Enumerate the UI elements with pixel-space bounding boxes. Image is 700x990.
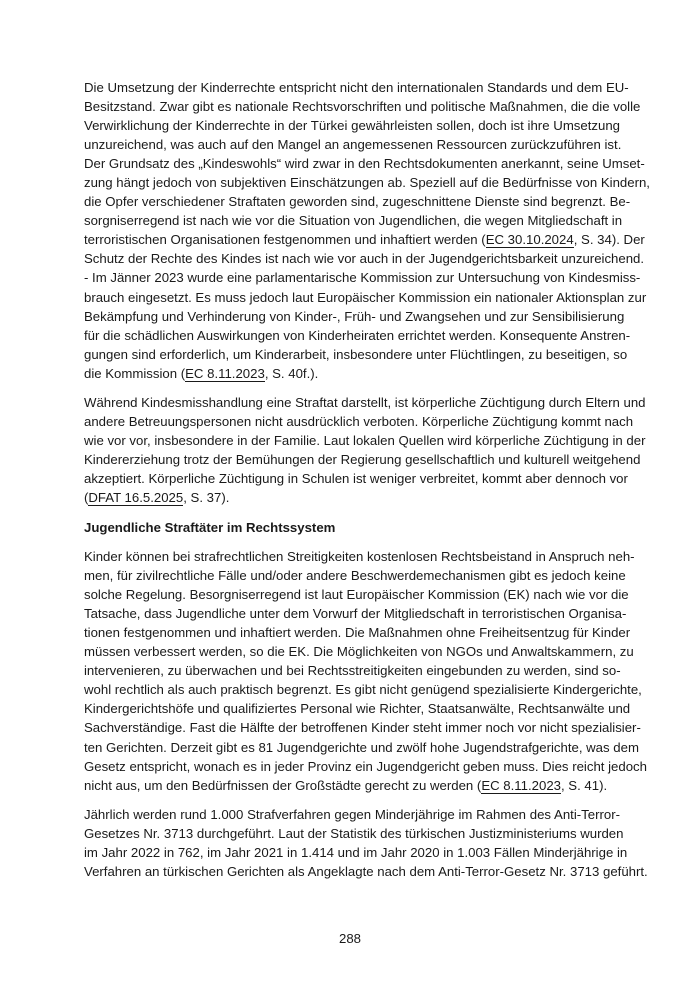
text-line: men, für zivilrechtliche Fälle und/oder andere Beschwerdemechanismen gibt es jedoch keine: [84, 568, 626, 584]
text-line: andere Betreuungspersonen nicht ausdrücklich verboten. Körperliche Züchtigung kommt nach: [84, 414, 634, 430]
text-line: Schutz der Rechte des Kindes ist nach wie vor auch in der Jugendgerichtsbarkeit unzureichend.: [84, 251, 645, 267]
document-page: [84, 78, 650, 892]
source-link-dfat-16-5-2025[interactable]: DFAT 16.5.2025: [88, 490, 184, 506]
text-line: Besitzstand. Zwar gibt es nationale Rechtsvorschriften und politische Maßnahmen, die die volle: [84, 99, 641, 115]
text-line: Die Umsetzung der Kinderrechte entspricht nicht den internationalen Standards und dem EU-: [84, 80, 629, 95]
text-line: Kindergerichtshöfe und qualifiziertes Personal wie Richter, Staatsanwälte, Rechtsanwälte und: [84, 701, 631, 717]
text-segment: , S. 40f.).: [264, 365, 319, 381]
text-line: Bekämpfung und Verhinderung von Kinder-, Früh- und Zwangsehen und zur Sensibilisierung: [84, 308, 625, 324]
text-segment: nicht aus, um den Bedürfnissen der Großstädte gerecht zu werden (: [84, 777, 482, 793]
text-line: für die schädlichen Auswirkungen von Kinderheiraten errichtet werden. Konsequente Anstren-: [84, 327, 631, 343]
text-segment: , S. 34). Der: [573, 232, 645, 248]
text-line: Tatsache, dass Jugendliche unter dem Vorwurf der Mitgliedschaft in terroristischen Organisa-: [84, 606, 627, 622]
text-line: brauch eingesetzt. Es muss jedoch laut Europäischer Kommission ein nationaler Aktionsplan zur: [84, 289, 647, 305]
text-line: sorgniserregend ist nach wie vor die Situation von Jugendlichen, die wegen Mitgliedschaft in: [84, 213, 623, 229]
text-line: unzureichend, was auch auf den Mangel an angemessenen Ressourcen zurückzuführen ist.: [84, 137, 622, 153]
source-link-ec-8-11-2023[interactable]: EC 8.11.2023: [185, 365, 265, 381]
text-line: Verwirklichung der Kinderrechte in der Türkei gewährleisten sollen, doch ist ihre Umsetzung: [84, 118, 620, 134]
paragraph-anti-terror-cases: [84, 805, 648, 881]
page-number: 288: [338, 931, 361, 946]
paragraph-legal-aid: [84, 547, 647, 795]
text-line: Jährlich werden rund 1.000 Strafverfahren gegen Minderjährige im Rahmen des Anti-Terror-: [84, 807, 620, 823]
text-line: zung hängt jedoch von subjektiven Einschätzungen ab. Speziell auf die Bedürfnisse von Kindern,: [84, 175, 650, 191]
text-line: [84, 230, 645, 249]
text-line: - Im Jänner 2023 wurde eine parlamentarische Kommission zur Untersuchung von Kindesmiss-: [84, 270, 641, 286]
text-line: ten Gerichten. Derzeit gibt es 81 Jugendgerichte und zwölf hohe Jugendstrafgerichte, was dem: [84, 739, 639, 755]
text-segment: (: [84, 490, 89, 506]
text-line: wie vor vor, insbesondere in der Familie. Laut lokalen Quellen wird körperliche Züchtigung in der: [84, 433, 646, 449]
text-line: Der Grundsatz des „Kindeswohls“ wird zwar in den Rechtsdokumenten anerkannt, seine Umset-: [84, 156, 645, 172]
paragraph-child-rights: [84, 78, 650, 383]
text-line: akzeptiert. Körperliche Züchtigung in Schulen ist weniger verbreitet, kommt aber dennoch vor: [84, 471, 628, 487]
text-line: [84, 488, 620, 507]
section-heading: Jugendliche Straftäter im Rechtssystem: [84, 520, 336, 536]
text-line: [84, 364, 620, 383]
source-link-ec-8-11-2023-b[interactable]: EC 8.11.2023: [481, 777, 561, 793]
text-line: tionen festgenommen und inhaftiert werden. Die Maßnahmen ohne Freiheitsentzug für Kinder: [84, 625, 631, 641]
text-line: die Opfer verschiedener Straftaten geworden sind, zugeschnittene Dienste sind begrenzt. Be-: [84, 194, 631, 210]
text-line: Während Kindesmisshandlung eine Straftat darstellt, ist körperliche Züchtigung durch Eltern und: [84, 395, 646, 411]
text-line: Kinder können bei strafrechtlichen Streitigkeiten kostenlosen Rechtsbeistand in Anspruch neh-: [84, 549, 635, 565]
text-line: Gesetz entspricht, wonach es in jeder Provinz ein Jugendgericht geben muss. Dies reicht jedoch: [84, 758, 647, 774]
text-line: Gesetzes Nr. 3713 durchgeführt. Laut der Statistik des türkischen Justizministeriums wurden: [84, 826, 624, 842]
text-line: Sachverständige. Fast die Hälfte der betroffenen Kinder steht immer noch vor nicht spezialisier-: [84, 720, 641, 736]
text-segment: , S. 37).: [183, 490, 230, 506]
text-line: müssen verbessert werden, so die EK. Die Möglichkeiten von NGOs und Anwaltskammern, zu: [84, 644, 634, 660]
text-line: solche Regelung. Besorgniserregend ist laut Europäischer Kommission (EK) nach wie vor die: [84, 587, 629, 603]
text-line: Verfahren an türkischen Gerichten als Angeklagte nach dem Anti-Terror-Gesetz Nr. 3713 geführt.: [84, 864, 648, 880]
paragraph-corporal-punishment: [84, 393, 646, 507]
text-segment: , S. 41).: [560, 777, 608, 793]
text-line: im Jahr 2022 in 762, im Jahr 2021 in 1.414 und im Jahr 2020 in 1.003 Fällen Minderjährige in: [84, 845, 628, 861]
text-segment: die Kommission (: [84, 365, 186, 381]
text-segment: terroristischen Organisationen festgenommen und inhaftiert werden (: [84, 232, 486, 248]
source-link-ec-30-10-2024[interactable]: EC 30.10.2024: [485, 232, 574, 248]
text-line: intervenieren, zu überwachen und bei Rechtsstreitigkeiten eingebunden zu werden, sind so-: [84, 663, 621, 679]
text-line: wohl rechtlich als auch praktisch begrenzt. Es gibt nicht genügend spezialisierte Kindergerichte,: [84, 682, 642, 698]
text-line: gungen sind erforderlich, um Kinderarbeit, insbesondere unter Flüchtlingen, zu beseitigen, so: [84, 346, 628, 362]
text-line: Kindererziehung trotz der Bemühungen der Regierung gesellschaftlich und kulturell weitgehend: [84, 452, 641, 468]
text-line: [84, 776, 620, 795]
